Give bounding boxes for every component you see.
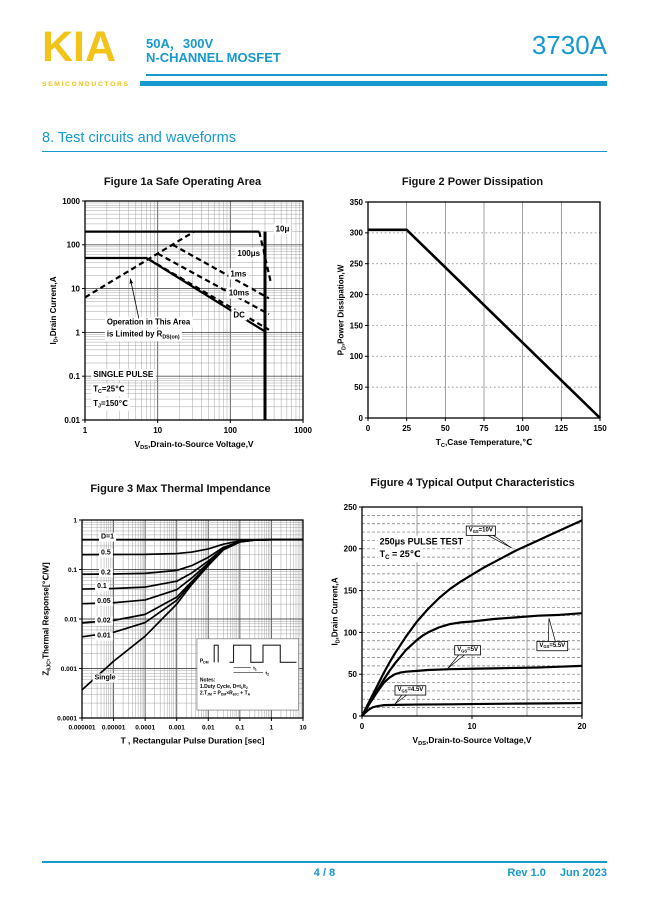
svg-text:ZθJC,Thermal Response[℃/W]: $Z_{\theta JC},Thermal$ Response[℃/W] [41, 562, 53, 676]
svg-text:200: 200 [343, 544, 357, 554]
svg-text:10μ: 10μ [275, 224, 290, 234]
part-number: 3730A [531, 30, 607, 60]
svg-text:0.1: 0.1 [67, 566, 77, 574]
svg-text:Operation in This Area: Operation in This Area [106, 317, 191, 327]
svg-text:10: 10 [299, 724, 307, 732]
svg-text:0.00001: 0.00001 [101, 724, 126, 732]
svg-text:TC = 25℃: $T_C$ = 25℃ [379, 549, 421, 562]
svg-text:VGS=10V: $V_{GS}=10V$ [468, 527, 493, 534]
svg-text:1000: 1000 [62, 196, 80, 206]
svg-text:100: 100 [515, 424, 530, 433]
section-rule [42, 151, 607, 152]
svg-text:50: 50 [440, 424, 450, 433]
figure-2-title: Figure 2 Power Dissipation [401, 176, 544, 188]
svg-text:D=1: D=1 [101, 533, 115, 541]
svg-text:0.01: 0.01 [64, 415, 80, 425]
svg-text:75: 75 [479, 424, 489, 433]
svg-text:1: 1 [82, 426, 88, 435]
svg-text:0.5: 0.5 [101, 549, 111, 557]
svg-text:SINGLE PULSE: SINGLE PULSE [93, 370, 154, 380]
svg-text:0.0001: 0.0001 [57, 715, 77, 723]
svg-text:150: 150 [349, 321, 363, 331]
svg-text:300: 300 [349, 228, 363, 238]
svg-text:250: 250 [349, 259, 363, 269]
svg-text:TC,Case Temperature,℃: $T_C,Case$ Temperature,℃ [435, 437, 533, 449]
kia-logo-subtitle: SEMICONDUCTORS [42, 81, 130, 88]
svg-text:10: 10 [467, 722, 477, 731]
svg-text:200: 200 [349, 290, 363, 300]
svg-text:0.01: 0.01 [64, 616, 77, 624]
svg-text:0: 0 [365, 424, 371, 433]
kia-logo: KIA [42, 23, 117, 71]
svg-text:1000: 1000 [294, 426, 312, 435]
svg-text:100μs: 100μs [237, 249, 261, 259]
svg-text:DC: DC [233, 310, 245, 320]
svg-text:Notes:: Notes: [199, 677, 216, 684]
svg-text:1ms: 1ms [230, 269, 247, 279]
figure-3-max-thermal-impedance-chart [38, 478, 323, 770]
svg-text:0: 0 [352, 711, 357, 721]
svg-text:150: 150 [343, 586, 357, 596]
svg-text:100: 100 [223, 426, 238, 435]
svg-text:VDS,Drain-to-Source Voltage,V: $V_{DS},Drain-to$-Source Voltage,V [412, 735, 532, 747]
figure-4-title: Figure 4 Typical Output Characteristics [370, 477, 575, 489]
header-rule-thick [140, 81, 607, 86]
svg-text:0.001: 0.001 [168, 724, 185, 732]
svg-text:0.02: 0.02 [97, 617, 111, 625]
page-number: 4 / 8 [313, 867, 336, 879]
svg-text:VGS=5V: $V_{GS}=5V$ [457, 647, 478, 654]
svg-text:PD,Power Dissipation,W: $P_D,Power$ Dissipation,W [336, 264, 348, 356]
svg-text:1: 1 [269, 724, 274, 732]
svg-text:0.001: 0.001 [60, 665, 77, 673]
figure-2-power-dissipation-chart [330, 172, 615, 457]
svg-text:0.01: 0.01 [201, 724, 215, 732]
svg-text:250: 250 [343, 502, 357, 512]
svg-text:125: 125 [554, 424, 569, 433]
svg-text:25: 25 [402, 424, 412, 433]
device-type-line: N-CHANNEL MOSFET [146, 50, 281, 65]
svg-text:1: 1 [75, 328, 80, 338]
svg-text:100: 100 [349, 352, 363, 362]
svg-text:2.TJM = PDM×RθJC + TA: $2.T_{JM} = P_{DM}\times R_{\theta JC} + T_A$ [199, 690, 251, 697]
svg-text:0.05: 0.05 [97, 598, 111, 606]
svg-text:350: 350 [349, 197, 363, 207]
revision-date [380, 867, 607, 879]
svg-text:Single: Single [94, 674, 116, 682]
svg-text:1: 1 [73, 517, 77, 525]
figure-3-title: Figure 3 Max Thermal Impendance [90, 483, 271, 495]
svg-text:t1: $t_1$ [253, 666, 257, 672]
svg-text:0.01: 0.01 [97, 632, 111, 640]
svg-text:100: 100 [343, 628, 357, 638]
svg-text:10ms: 10ms [228, 288, 250, 298]
svg-text:ID,Drain Current,A: $I_D,Drain$ Current,A [330, 577, 342, 646]
svg-text:VGS=4.5V: $V_{GS}=4.5V$ [397, 687, 424, 694]
svg-text:10: 10 [71, 284, 80, 294]
svg-text:150: 150 [593, 424, 607, 433]
figure-1a-safe-operating-area-chart [40, 172, 325, 457]
svg-text:50: 50 [348, 670, 357, 680]
svg-text:0: 0 [359, 722, 365, 731]
svg-text:PDM: $P_{DM}$ [199, 658, 209, 665]
svg-text:ID,Drain Current,A: $I_D,Drain$ Current,A [48, 276, 60, 345]
svg-text:1.Duty Cycle, D=t1/t2: 1.Duty Cycle, $D=t_1/t_2$ [199, 684, 248, 691]
svg-text:10: 10 [153, 426, 163, 435]
svg-text:0.2: 0.2 [101, 569, 111, 577]
svg-text:T , Rectangular Pulse Duration: T , Rectangular Pulse Duration [sec] [120, 735, 265, 746]
date-label: Jun 2023 [559, 867, 607, 879]
section-title: 8. Test circuits and waveforms [42, 130, 236, 146]
svg-text:VGS=5.5V: $V_{GS}=5.5V$ [539, 642, 566, 650]
svg-text:t2: $t_2$ [265, 671, 269, 677]
svg-text:100: 100 [66, 240, 80, 250]
svg-text:0.1: 0.1 [68, 372, 80, 382]
svg-text:TC=25℃: $T_C=25℃$ [93, 384, 125, 396]
figure-1a-title: Figure 1a Safe Operating Area [103, 176, 262, 188]
footer-rule [42, 861, 607, 863]
svg-text:0: 0 [358, 413, 363, 423]
svg-text:0.1: 0.1 [235, 724, 245, 732]
svg-text:0.000001: 0.000001 [68, 724, 96, 732]
figure-4-typical-output-characteristics-chart [330, 478, 615, 768]
svg-text:250μs PULSE TEST: 250μs PULSE TEST [379, 536, 464, 547]
svg-text:is Limited by RDS(on): is Limited by $R_{DS(on)}$ [106, 329, 180, 341]
svg-text:VDS,Drain-to-Source Voltage,V: $V_{DS},Drain-to$-Source Voltage,V [134, 439, 254, 451]
device-rating-line: 50A，300V [146, 36, 214, 51]
header-rule-thin [146, 74, 607, 76]
svg-text:50: 50 [354, 383, 363, 393]
revision-label: Rev 1.0 [507, 867, 546, 879]
svg-text:0.0001: 0.0001 [135, 724, 156, 732]
svg-text:TJ=150℃: $T_J=150℃$ [93, 398, 129, 410]
svg-text:0.1: 0.1 [97, 583, 107, 591]
svg-text:20: 20 [577, 722, 587, 731]
